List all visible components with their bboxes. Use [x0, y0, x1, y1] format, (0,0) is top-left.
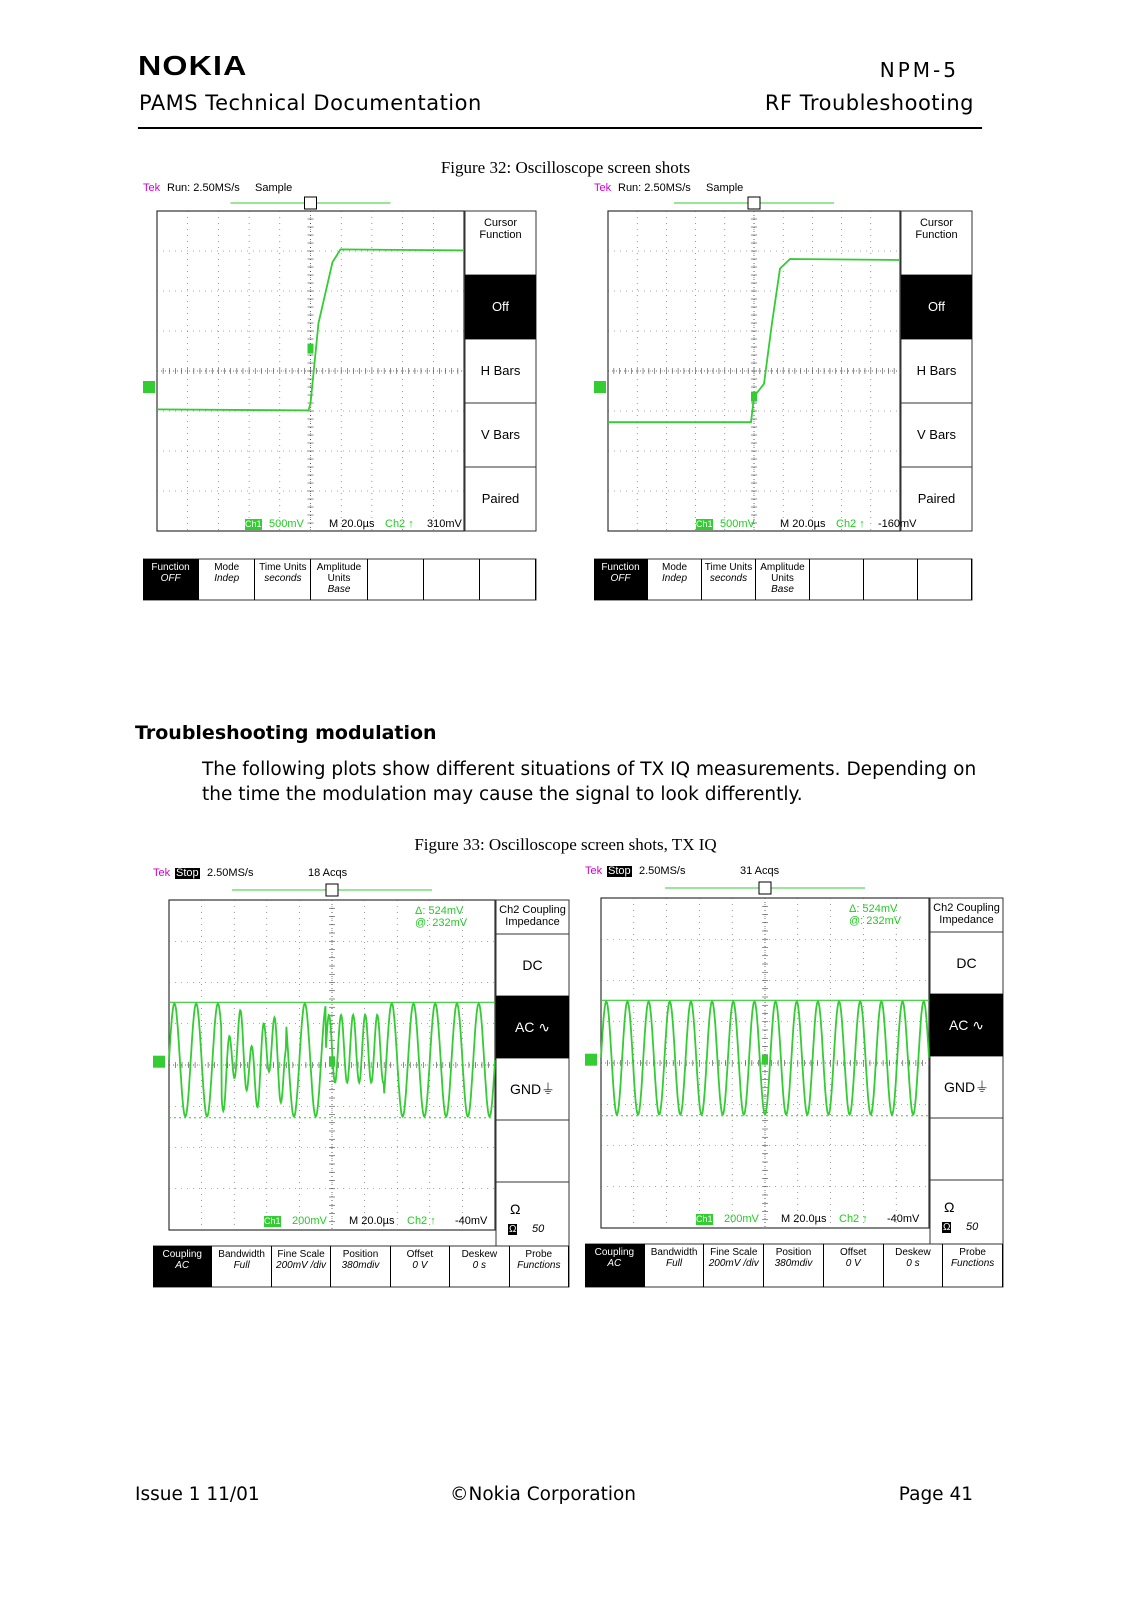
bottom-menu-value: 380mdiv: [341, 1260, 380, 1271]
bottom-menu-label: Fine Scale: [710, 1247, 758, 1258]
bottom-menu-label: [480, 559, 535, 562]
channel-readout: Ch1: [245, 519, 262, 529]
side-menu-title: Ch2 Coupling Impedance: [499, 904, 566, 928]
tek-label: Tek: [153, 867, 171, 879]
trigger-position-marker: [326, 884, 338, 896]
bottom-menu-label: Function: [151, 562, 190, 573]
bottom-menu-button[interactable]: [943, 1244, 1003, 1287]
cursor-position-readout: @: 232mV: [849, 915, 902, 927]
impedance-value: 50: [532, 1223, 545, 1235]
bottom-menu-value: Indep: [661, 573, 688, 584]
side-menu-button[interactable]: V Bars: [916, 427, 956, 442]
tek-label: Tek: [594, 182, 612, 194]
bottom-menu-label: Time Units: [704, 562, 753, 573]
bottom-menu-label: Amplitude Units: [316, 562, 362, 584]
bottom-menu-value: AC: [175, 1260, 190, 1271]
bottom-menu-button[interactable]: [272, 1246, 331, 1287]
bottom-menu-value: OFF: [610, 573, 631, 584]
bottom-menu-button[interactable]: [311, 559, 367, 600]
bottom-menu-button[interactable]: [594, 559, 648, 600]
trigger-level-readout: -40mV: [455, 1215, 488, 1227]
bottom-menu-value: Base: [327, 584, 351, 595]
bottom-menu-value: 200mV /div: [708, 1258, 759, 1269]
side-menu-button[interactable]: AC ∿: [496, 996, 569, 1058]
bottom-menu-value: 380mdiv: [774, 1258, 813, 1269]
side-menu-button[interactable]: AC ∿: [930, 994, 1003, 1056]
bottom-menu-button[interactable]: [450, 1246, 509, 1287]
impedance-badge: Ω: [943, 1222, 951, 1233]
side-menu-button[interactable]: Off: [465, 275, 536, 339]
bottom-menu-button[interactable]: [255, 559, 311, 600]
acquisition-stopped-badge: Stop: [176, 867, 199, 879]
bottom-menu-button[interactable]: [884, 1244, 944, 1287]
side-menu-button[interactable]: Paired: [917, 491, 956, 506]
oscilloscope-screenshot: [594, 181, 974, 601]
bottom-menu-label: [810, 559, 863, 562]
bottom-menu-label: Probe: [525, 1249, 553, 1260]
cursor-delta-readout: Δ: 524mV: [849, 903, 898, 915]
bottom-menu-value: 200mV /div: [276, 1260, 327, 1271]
side-menu-button[interactable]: GND⏚: [943, 1079, 990, 1095]
footer-issue: Issue 1 11/01: [135, 1484, 260, 1505]
bottom-menu-label: Probe: [959, 1247, 986, 1258]
acquisition-count: 31 Acqs: [740, 865, 780, 877]
side-menu-button[interactable]: Off: [901, 275, 972, 339]
bottom-menu-label: Coupling: [162, 1249, 202, 1260]
acquisition-status: Run: 2.50MS/s: [618, 182, 691, 194]
channel-1-marker: [153, 1056, 165, 1068]
side-menu-title: Ch2 Coupling Impedance: [933, 902, 1000, 926]
bottom-menu-label: [864, 559, 917, 562]
bottom-menu-label: Offset: [839, 1247, 867, 1258]
bottom-menu-label: Function: [601, 562, 640, 573]
bottom-menu-button[interactable]: [645, 1244, 705, 1287]
footer-page-number: Page 41: [898, 1484, 973, 1505]
section-title: RF Troubleshooting: [764, 91, 974, 115]
trigger-level-marker: [308, 344, 314, 354]
bottom-menu-value: 0 V: [412, 1260, 428, 1271]
bottom-menu-value: 0 s: [472, 1260, 487, 1271]
bottom-menu-label: [918, 559, 971, 562]
bottom-menu-label: Bandwidth: [650, 1247, 698, 1258]
tek-label: Tek: [143, 182, 161, 194]
time-per-div-readout: M 20.0µs: [329, 518, 375, 530]
bottom-menu-value: Full: [233, 1260, 250, 1271]
oscilloscope-screenshot: [585, 864, 1005, 1288]
side-menu-title: Cursor Function: [915, 217, 958, 241]
bottom-menu-button[interactable]: [199, 559, 255, 600]
bottom-menu-button[interactable]: [756, 559, 810, 600]
impedance-value: 50: [966, 1221, 979, 1233]
trigger-source-readout: Ch2 ↑: [407, 1215, 436, 1227]
section-heading: Troubleshooting modulation: [135, 722, 437, 744]
bottom-menu-value: Full: [665, 1258, 683, 1269]
bottom-menu-label: Position: [342, 1249, 379, 1260]
trigger-position-marker: [305, 197, 317, 209]
bottom-menu-button[interactable]: [864, 559, 918, 600]
bottom-menu-label: Deskew: [895, 1247, 931, 1258]
figure-33-caption: Figure 33: Oscilloscope screen shots, TX IQ: [414, 835, 717, 854]
acquisition-status: Run: 2.50MS/s: [167, 182, 240, 194]
side-menu-button[interactable]: GND⏚: [509, 1081, 556, 1097]
channel-1-marker: [585, 1054, 597, 1066]
nokia-logo: NOKIA: [138, 50, 248, 81]
sample-rate: 2.50MS/s: [207, 867, 254, 879]
section-paragraph: The following plots show different situations of TX IQ measurements. Depending on the time the modulation may cause the signal to look differently.: [202, 759, 977, 805]
bottom-menu-value: AC: [607, 1258, 622, 1269]
bottom-menu-label: Coupling: [594, 1247, 635, 1258]
bottom-menu-button[interactable]: [153, 1246, 212, 1287]
oscilloscope-screenshot: [143, 181, 538, 601]
bottom-menu-value: seconds: [709, 573, 748, 584]
figure-32-caption: Figure 32: Oscilloscope screen shots: [440, 158, 691, 177]
bottom-menu-label: [368, 559, 423, 562]
bottom-menu-button[interactable]: [810, 559, 864, 600]
bottom-menu-value: Functions: [517, 1260, 561, 1271]
header-rule: [138, 127, 982, 129]
bottom-menu-label: [424, 559, 479, 562]
tek-label: Tek: [585, 865, 603, 877]
bottom-menu-label: Mode: [661, 562, 687, 573]
trigger-position-marker: [759, 882, 771, 894]
bottom-menu-value: 0 s: [906, 1258, 920, 1269]
bottom-menu-value: OFF: [160, 573, 181, 584]
impedance-symbol: Ω: [510, 1201, 521, 1217]
bottom-menu-button[interactable]: [368, 559, 424, 600]
side-menu-button[interactable]: V Bars: [480, 427, 520, 442]
channel-1-marker: [143, 381, 155, 393]
document-title: PAMS Technical Documentation: [139, 91, 482, 115]
bottom-menu-label: Mode: [214, 562, 240, 573]
impedance-badge: Ω: [509, 1224, 517, 1235]
bottom-menu-button[interactable]: [585, 1244, 645, 1287]
bottom-menu-label: Position: [775, 1247, 812, 1258]
bottom-menu-value: Base: [771, 584, 794, 595]
channel-readout: Ch1: [696, 519, 713, 529]
bottom-menu-button[interactable]: [424, 559, 480, 600]
volts-per-div-readout: 500mV: [720, 518, 755, 530]
bottom-menu-label: Bandwidth: [218, 1249, 265, 1260]
trigger-level-readout: 310mV: [427, 518, 462, 530]
oscilloscope-screenshot: [153, 866, 571, 1288]
trigger-position-marker: [748, 197, 760, 209]
time-per-div-readout: M 20.0µs: [781, 1213, 827, 1225]
volts-per-div-readout: 200mV: [292, 1215, 327, 1227]
acquisition-mode: Sample: [706, 182, 744, 194]
bottom-menu-value: seconds: [264, 573, 302, 584]
trigger-level-readout: -40mV: [887, 1213, 920, 1225]
channel-readout: Ch1: [696, 1214, 713, 1224]
channel-1-marker: [594, 381, 606, 393]
bottom-menu-label: Amplitude Units: [760, 562, 805, 584]
bottom-menu-button[interactable]: [331, 1246, 390, 1287]
bottom-menu-value: Functions: [950, 1258, 995, 1269]
bottom-menu-button[interactable]: [764, 1244, 824, 1287]
cursor-delta-readout: Δ: 524mV: [415, 905, 464, 917]
bottom-menu-label: Deskew: [461, 1249, 498, 1260]
volts-per-div-readout: 200mV: [724, 1213, 759, 1225]
bottom-menu-button[interactable]: [702, 559, 756, 600]
bottom-menu-value: Indep: [214, 573, 240, 584]
side-menu-button[interactable]: H Bars: [916, 363, 957, 378]
trigger-source-readout: Ch2 ↑: [836, 518, 865, 530]
side-menu-button[interactable]: H Bars: [480, 363, 521, 378]
footer-copyright: ©Nokia Corporation: [450, 1484, 637, 1505]
bottom-menu-button[interactable]: [143, 559, 199, 600]
bottom-menu-label: Fine Scale: [277, 1249, 325, 1260]
side-menu-title: Cursor Function: [479, 217, 522, 241]
volts-per-div-readout: 500mV: [269, 518, 304, 530]
acquisition-mode: Sample: [255, 182, 293, 194]
bottom-menu-button[interactable]: [391, 1246, 450, 1287]
side-menu-button[interactable]: Paired: [481, 491, 520, 506]
time-per-div-readout: M 20.0µs: [780, 518, 826, 530]
acquisition-count: 18 Acqs: [308, 867, 348, 879]
bottom-menu-button[interactable]: [648, 559, 702, 600]
bottom-menu-button[interactable]: [824, 1244, 884, 1287]
channel-readout: Ch1: [264, 1216, 281, 1226]
impedance-symbol: Ω: [944, 1199, 955, 1215]
bottom-menu-button[interactable]: [918, 559, 972, 600]
bottom-menu-button[interactable]: [212, 1246, 271, 1287]
trigger-level-readout: -160mV: [878, 518, 917, 530]
side-menu-button[interactable]: DC: [956, 955, 977, 971]
trigger-source-readout: Ch2 ↑: [839, 1213, 868, 1225]
acquisition-stopped-badge: Stop: [608, 865, 631, 877]
bottom-menu-button[interactable]: [704, 1244, 764, 1287]
time-per-div-readout: M 20.0µs: [349, 1215, 395, 1227]
trigger-source-readout: Ch2 ↑: [385, 518, 414, 530]
trigger-level-marker: [329, 1057, 335, 1067]
trigger-level-marker: [762, 1055, 768, 1065]
document-id: NPM-5: [879, 58, 959, 82]
bottom-menu-label: Offset: [406, 1249, 434, 1260]
cursor-position-readout: @: 232mV: [415, 917, 468, 929]
bottom-menu-button[interactable]: [480, 559, 536, 600]
bottom-menu-button[interactable]: [510, 1246, 569, 1287]
sample-rate: 2.50MS/s: [639, 865, 686, 877]
bottom-menu-value: 0 V: [845, 1258, 861, 1269]
side-menu-button[interactable]: DC: [522, 957, 543, 973]
bottom-menu-label: Time Units: [259, 562, 307, 573]
